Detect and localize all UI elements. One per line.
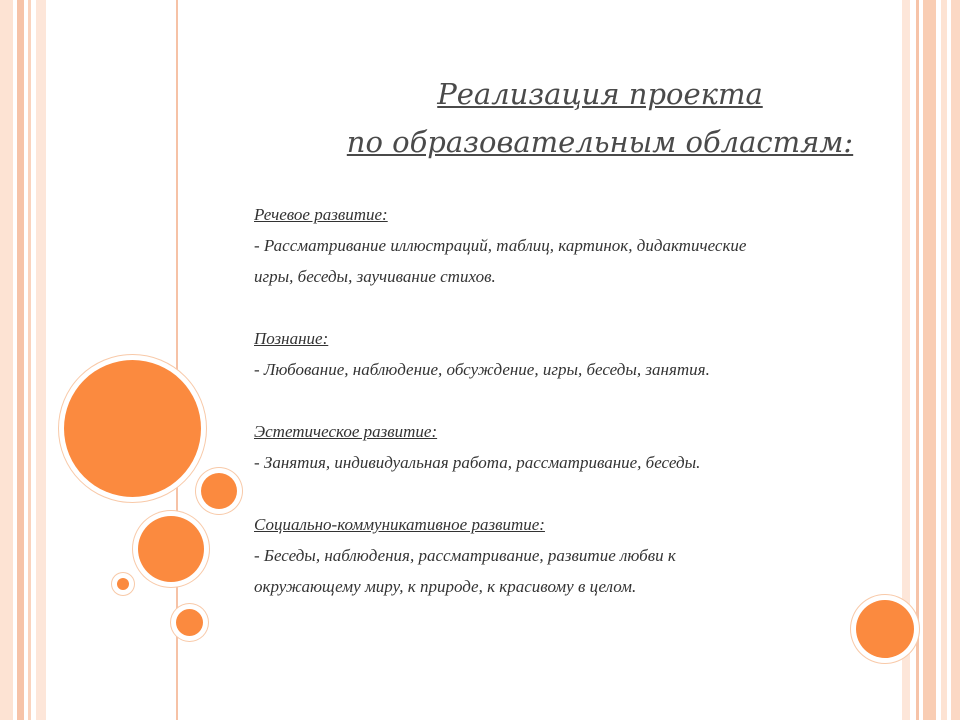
section-text: - Любование, наблюдение, обсуждение, игры, беседы, занятия. bbox=[254, 360, 710, 379]
medium-circle-decoration bbox=[138, 516, 204, 582]
left-stripe-2 bbox=[17, 0, 24, 720]
left-stripe-5 bbox=[176, 0, 178, 720]
left-stripe-4 bbox=[36, 0, 46, 720]
content-body bbox=[254, 199, 954, 633]
section-text: - Беседы, наблюдения, рассматривание, развитие любви к bbox=[254, 546, 676, 565]
section-heading: Речевое развитие: bbox=[254, 205, 388, 224]
section-speech bbox=[254, 199, 954, 292]
section-text: - Занятия, индивидуальная работа, рассматривание, беседы. bbox=[254, 453, 701, 472]
section-text: - Рассматривание иллюстраций, таблиц, картинок, дидактические bbox=[254, 236, 747, 255]
tiny-circle-decoration bbox=[117, 578, 129, 590]
section-cognition bbox=[254, 323, 954, 385]
small-circle-decoration-1 bbox=[201, 473, 237, 509]
section-text: окружающему миру, к природе, к красивому в целом. bbox=[254, 577, 637, 596]
left-stripe-1 bbox=[0, 0, 13, 720]
slide-title bbox=[300, 70, 900, 166]
title-line-1: Реализация проекта bbox=[437, 77, 763, 111]
small-circle-decoration-2 bbox=[176, 609, 203, 636]
left-stripe-3 bbox=[28, 0, 31, 720]
section-heading: Познание: bbox=[254, 329, 329, 348]
section-text: игры, беседы, заучивание стихов. bbox=[254, 267, 496, 286]
section-social bbox=[254, 509, 954, 602]
large-circle-decoration bbox=[64, 360, 201, 497]
section-heading: Социально-коммуникативное развитие: bbox=[254, 515, 545, 534]
section-heading: Эстетическое развитие: bbox=[254, 422, 438, 441]
section-aesthetic bbox=[254, 416, 954, 478]
title-line-2: по образовательным областям: bbox=[346, 125, 854, 159]
